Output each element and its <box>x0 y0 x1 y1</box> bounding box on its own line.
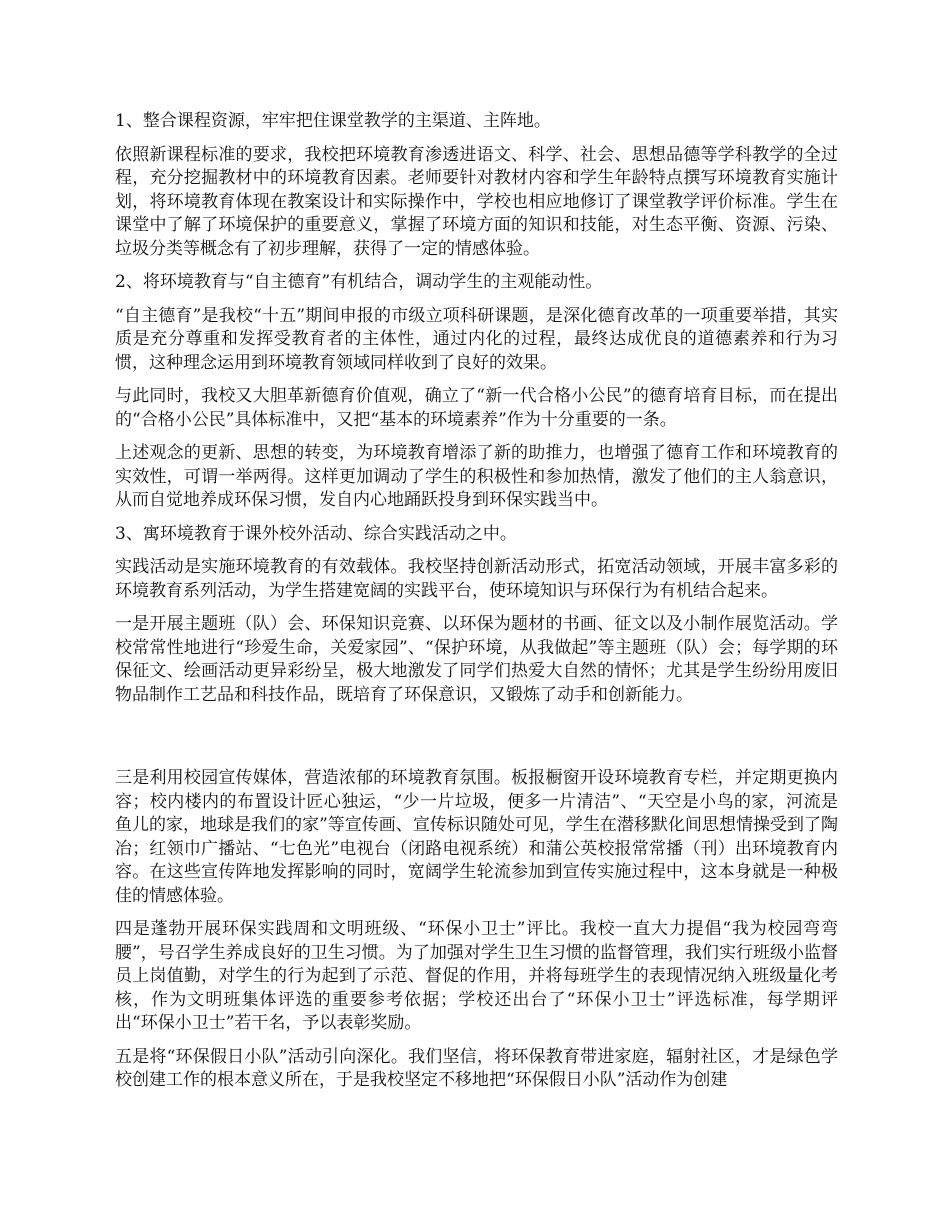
body-paragraph: 五是将“环保假日小队”活动引向深化。我们坚信，将环保教育带进家庭，辐射社区，才是绿色学校创建工作的根本意义所在，于是我校坚定不移地把“环保假日小队”活动作为创建 <box>115 1046 838 1090</box>
section-heading-1: 1、整合课程资源，牢牢把住课堂教学的主渠道、主阵地。 <box>115 111 551 131</box>
body-paragraph: 与此同时，我校又大胆革新德育价值观，确立了“新一代合格小公民”的德育培育目标，而在提出的“合格小公民”具体标准中，又把“基本的环境素养”作为十分重要的一条。 <box>115 386 838 430</box>
body-paragraph: 实践活动是实施环境教育的有效载体。我校坚持创新活动形式，拓宽活动领域，开展丰富多彩的环境教育系列活动，为学生搭建宽阔的实践平台，使环境知识与环保行为有机结合起来。 <box>115 557 838 601</box>
body-paragraph: 四是蓬勃开展环保实践周和文明班级、“环保小卫士”评比。我校一直大力提倡“我为校园弯弯腰”，号召学生养成良好的卫生习惯。为了加强对学生卫生习惯的监督管理，我们实行班级小监督员上岗值勤，对学生的行为起到了示范、督促的作用，并将每班学生的表现情况纳入班级量化考核，作为文明班集体评选的重要参考依据；学校还出台了“环保小卫士”评选标准，每学期评出“环保小卫士”若干名，予以表彰奖励。 <box>115 919 838 1033</box>
section-heading-3: 3、寓环境教育于课外校外活动、综合实践活动之中。 <box>115 523 517 544</box>
body-paragraph: 一是开展主题班（队）会、环保知识竞赛、以环保为题材的书画、征文以及小制作展览活动。学校常常性地进行“珍爱生命，关爱家园”、“保护环境，从我做起”等主题班（队）会；每学期的环保征文、绘画活动更异彩纷呈，极大地激发了同学们热爱大自然的情怀；尤其是学生纷纷用废旧物品制作工艺品和科技作品，既培育了环保意识，又锻炼了动手和创新能力。 <box>115 614 838 705</box>
paragraph-gap <box>115 717 838 767</box>
body-paragraph: 三是利用校园宣传媒体，营造浓郁的环境教育氛围。板报橱窗开设环境教育专栏，并定期更换内容；校内楼内的布置设计匠心独运，“少一片垃圾，便多一片清洁”、“天空是小鸟的家，河流是鱼儿的家，地球是我们的家”等宣传画、宣传标识随处可见，学生在潜移默化间思想情操受到了陶冶；红领巾广播站、“七色光”电视台（闭路电视系统）和蒲公英校报常常播（刊）出环境教育内容。在这些宣传阵地发挥影响的同时，宽阔学生轮流参加到宣传实施过程中，这本身就是一种极佳的情感体验。 <box>115 768 838 906</box>
body-paragraph: 上述观念的更新、思想的转变，为环境教育增添了新的助推力，也增强了德育工作和环境教育的实效性，可谓一举两得。这样更加调动了学生的积极性和参加热情，激发了他们的主人翁意识，从而自觉地养成环保习惯，发自内心地踊跃投身到环保实践当中。 <box>115 443 838 510</box>
section-heading-2: 2、将环境教育与“自主德育”有机结合，调动学生的主观能动性。 <box>115 272 603 292</box>
body-paragraph: 依照新课程标准的要求，我校把环境教育渗透进语文、科学、社会、思想品德等学科教学的全过程，充分挖掘教材中的环境教育因素。老师要针对教材内容和学生年龄特点撰写环境教育实施计划，将环境教育体现在教案设计和实际操作中，学校也相应地修订了课堂教学评价标准。学生在课堂中了解了环境保护的重要意义，掌握了环境方面的知识和技能，对生态平衡、资源、污染、垃圾分类等概念有了初步理解，获得了一定的情感体验。 <box>115 144 838 259</box>
body-paragraph: “自主德育”是我校“十五”期间申报的市级立项科研课题，是深化德育改革的一项重要举措，其实质是充分尊重和发挥受教育者的主体性，通过内化的过程，最终达成优良的道德素养和行为习惯，这种理念运用到环境教育领域同样收到了良好的效果。 <box>115 305 838 373</box>
